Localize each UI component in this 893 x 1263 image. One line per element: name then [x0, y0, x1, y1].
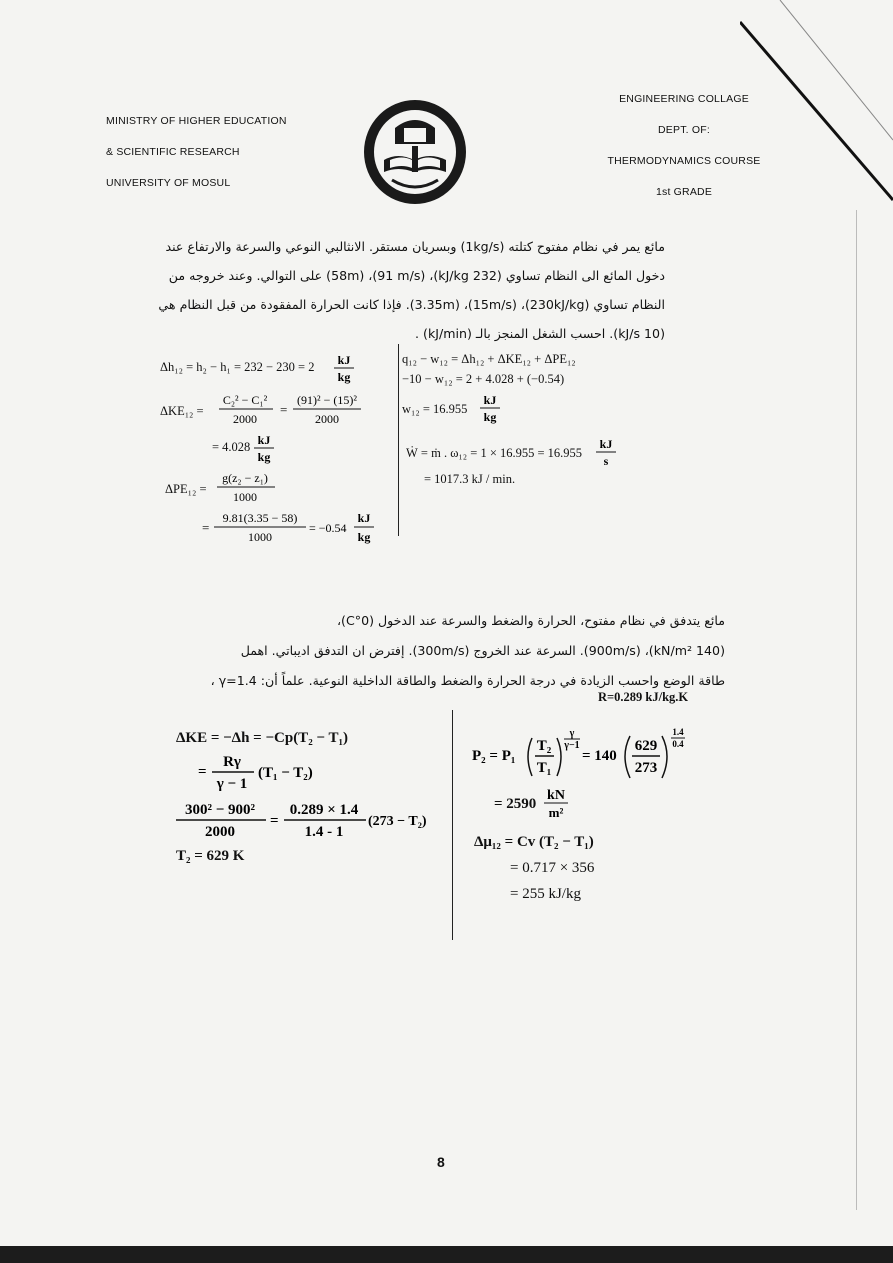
unit-fraction	[542, 786, 570, 822]
delta-ke-fractions	[215, 390, 365, 430]
page-number: 8	[437, 1154, 445, 1170]
research-line: & SCIENTIFIC RESEARCH	[106, 146, 240, 158]
internal-energy-result: = 255 kJ/kg	[510, 886, 581, 902]
vel-den: 2000	[205, 824, 235, 840]
unit-fraction	[252, 432, 276, 466]
svg-text:=: =	[198, 764, 207, 780]
pe-den2: 1000	[248, 530, 272, 544]
t-273: 273	[634, 760, 658, 776]
grade-line: 1st GRADE	[655, 186, 713, 198]
problem2-line: طاقة الوضع واحسب الزيادة في درجة الحرارة والضغط والطاقة الداخلية النوعية. علماً أن: γ=1.4 ،	[210, 673, 725, 688]
exp-num: γ	[569, 728, 575, 739]
problem1-right-solution	[402, 352, 642, 502]
ke-num1: C₂² − C₁²	[222, 393, 268, 407]
university-line: UNIVERSITY OF MOSUL	[106, 177, 231, 189]
r-gamma-num: 0.289 × 1.4	[289, 802, 359, 818]
problem2-divider	[452, 710, 453, 940]
problem1-left-solution	[160, 352, 390, 552]
university-logo	[362, 98, 468, 206]
delta-h-eq: Δh₁₂ = h₂ − h₁ = 232 − 230 = 2	[160, 360, 315, 374]
energy-balance: q₁₂ − w₁₂ = Δh₁₂ + ΔKE₁₂ + ΔPE₁₂	[402, 352, 576, 366]
vel-sq-diff: 300² − 900²	[184, 802, 256, 818]
exp-den: γ−1	[564, 740, 580, 751]
ke-rgamma: Rγ	[223, 754, 241, 770]
pe-num2: 9.81(3.35 − 58)	[222, 511, 298, 525]
ke-gamma-den: γ − 1	[216, 776, 248, 792]
p2-pre: P₂ = P₁	[472, 748, 516, 764]
delta-pe-fraction	[215, 468, 285, 508]
ministry-line: MINISTRY OF HIGHER EDUCATION	[106, 115, 287, 127]
r-gamma-den: 1.4 - 1	[304, 824, 344, 840]
unit-num: kJ	[483, 393, 497, 407]
ke-enthalpy-eq: ΔKE = −Δh = −Cp(T₂ − T₁)	[176, 730, 348, 746]
problem2-right-solution	[472, 726, 712, 916]
temp-solve-eq	[176, 798, 446, 842]
t1: T₁	[536, 760, 552, 776]
dept-line: DEPT. OF:	[658, 124, 710, 136]
delta-ke-result: = 4.028	[212, 440, 251, 454]
unit-fraction	[332, 352, 356, 386]
svg-text:=: =	[270, 813, 279, 829]
gas-constant: R=0.289 kJ/kg.K	[598, 690, 689, 704]
unit-den: kg	[257, 450, 271, 464]
unit-fraction	[594, 436, 618, 470]
ke-num2: (91)² − (15)²	[297, 393, 357, 407]
problem1-line: (10 kJ/s). احسب الشغل المنجز بالـ (kJ/min) .	[415, 326, 665, 341]
unit-den: m²	[548, 805, 564, 820]
delta-pe-result	[202, 508, 382, 548]
problem2-left-solution	[176, 730, 446, 880]
header-right	[595, 84, 773, 208]
t2-result: T₂ = 629 K	[176, 848, 245, 864]
unit-num: kJ	[357, 511, 371, 525]
course-line: THERMODYNAMICS COURSE	[607, 155, 761, 167]
t-629: 629	[634, 738, 658, 754]
header-left	[106, 106, 287, 199]
internal-energy-calc: = 0.717 × 356	[510, 860, 595, 876]
ke-den1: 2000	[233, 412, 257, 426]
svg-text:=: =	[202, 520, 210, 535]
svg-text:=: =	[280, 402, 288, 417]
power-result: = 1017.3 kJ / min.	[424, 472, 516, 486]
p-mid: = 140	[582, 748, 617, 764]
p2-result: = 2590	[494, 796, 537, 812]
problem1-line: دخول المائع الى النظام تساوي (232 kJ/kg)، (91 m/s)، (58m) على التوالي. وعند خروجه من	[168, 268, 665, 283]
unit-num: kJ	[599, 437, 613, 451]
unit-den: kg	[483, 410, 497, 424]
unit-num: kJ	[337, 353, 351, 367]
page-edge-line	[856, 210, 857, 1210]
temp-term: (273 − T₂)	[368, 814, 427, 829]
problem1-divider	[398, 344, 399, 536]
pe-num: g(z₂ − z₁)	[222, 471, 268, 485]
problem1-statement	[150, 232, 665, 348]
pe-result: = −0.54	[309, 521, 347, 535]
unit-den: s	[603, 454, 609, 468]
unit-den: kg	[357, 530, 371, 544]
problem1-line: مائع يمر في نظام مفتوح كتلته (1kg/s) وبسريان مستقر. الانثالبي النوعي والسرعة والارتفاع عند	[165, 239, 665, 254]
problem2-line: مائع يتدفق في نظام مفتوح، الحرارة والضغط والسرعة عند الدخول (0°C)،	[336, 613, 725, 628]
exp2-den: 0.4	[672, 739, 684, 749]
unit-fraction	[478, 392, 502, 426]
work-result: w₁₂ = 16.955	[402, 402, 468, 416]
ke-temp-diff: (T₁ − T₂)	[258, 765, 313, 781]
ke-den2: 2000	[315, 412, 339, 426]
problem1-line: النظام تساوي (230kJ/kg)، (15m/s)، (3.35m). فإذا كانت الحرارة المفقودة من قبل النظام هي	[158, 297, 665, 312]
unit-num: kN	[547, 788, 565, 803]
pe-den: 1000	[233, 490, 257, 504]
delta-pe-pre: ΔPE₁₂ =	[165, 482, 207, 496]
problem2-line: (140 kN/m²)، (900m/s). السرعة عند الخروج (300m/s). إفترض ان التدفق اديباتي. اهمل	[240, 643, 725, 658]
problem2-statement	[160, 606, 725, 696]
delta-ke-pre: ΔKE₁₂ =	[160, 404, 204, 418]
exp2-num: 1.4	[672, 727, 684, 737]
power-eq: Ẇ = ṁ . ω₁₂ = 1 × 16.955 = 16.955	[406, 446, 583, 460]
college-line: ENGINEERING COLLAGE	[619, 93, 749, 105]
t2: T₂	[536, 738, 552, 754]
unit-den: kg	[337, 370, 351, 384]
pressure-eq	[472, 726, 702, 786]
scan-bottom-edge	[0, 1246, 893, 1263]
ke-expansion	[198, 750, 398, 794]
unit-num: kJ	[257, 433, 271, 447]
energy-balance-sub: −10 − w₁₂ = 2 + 4.028 + (−0.54)	[402, 372, 565, 386]
internal-energy-eq: Δμ₁₂ = Cv (T₂ − T₁)	[474, 834, 594, 850]
